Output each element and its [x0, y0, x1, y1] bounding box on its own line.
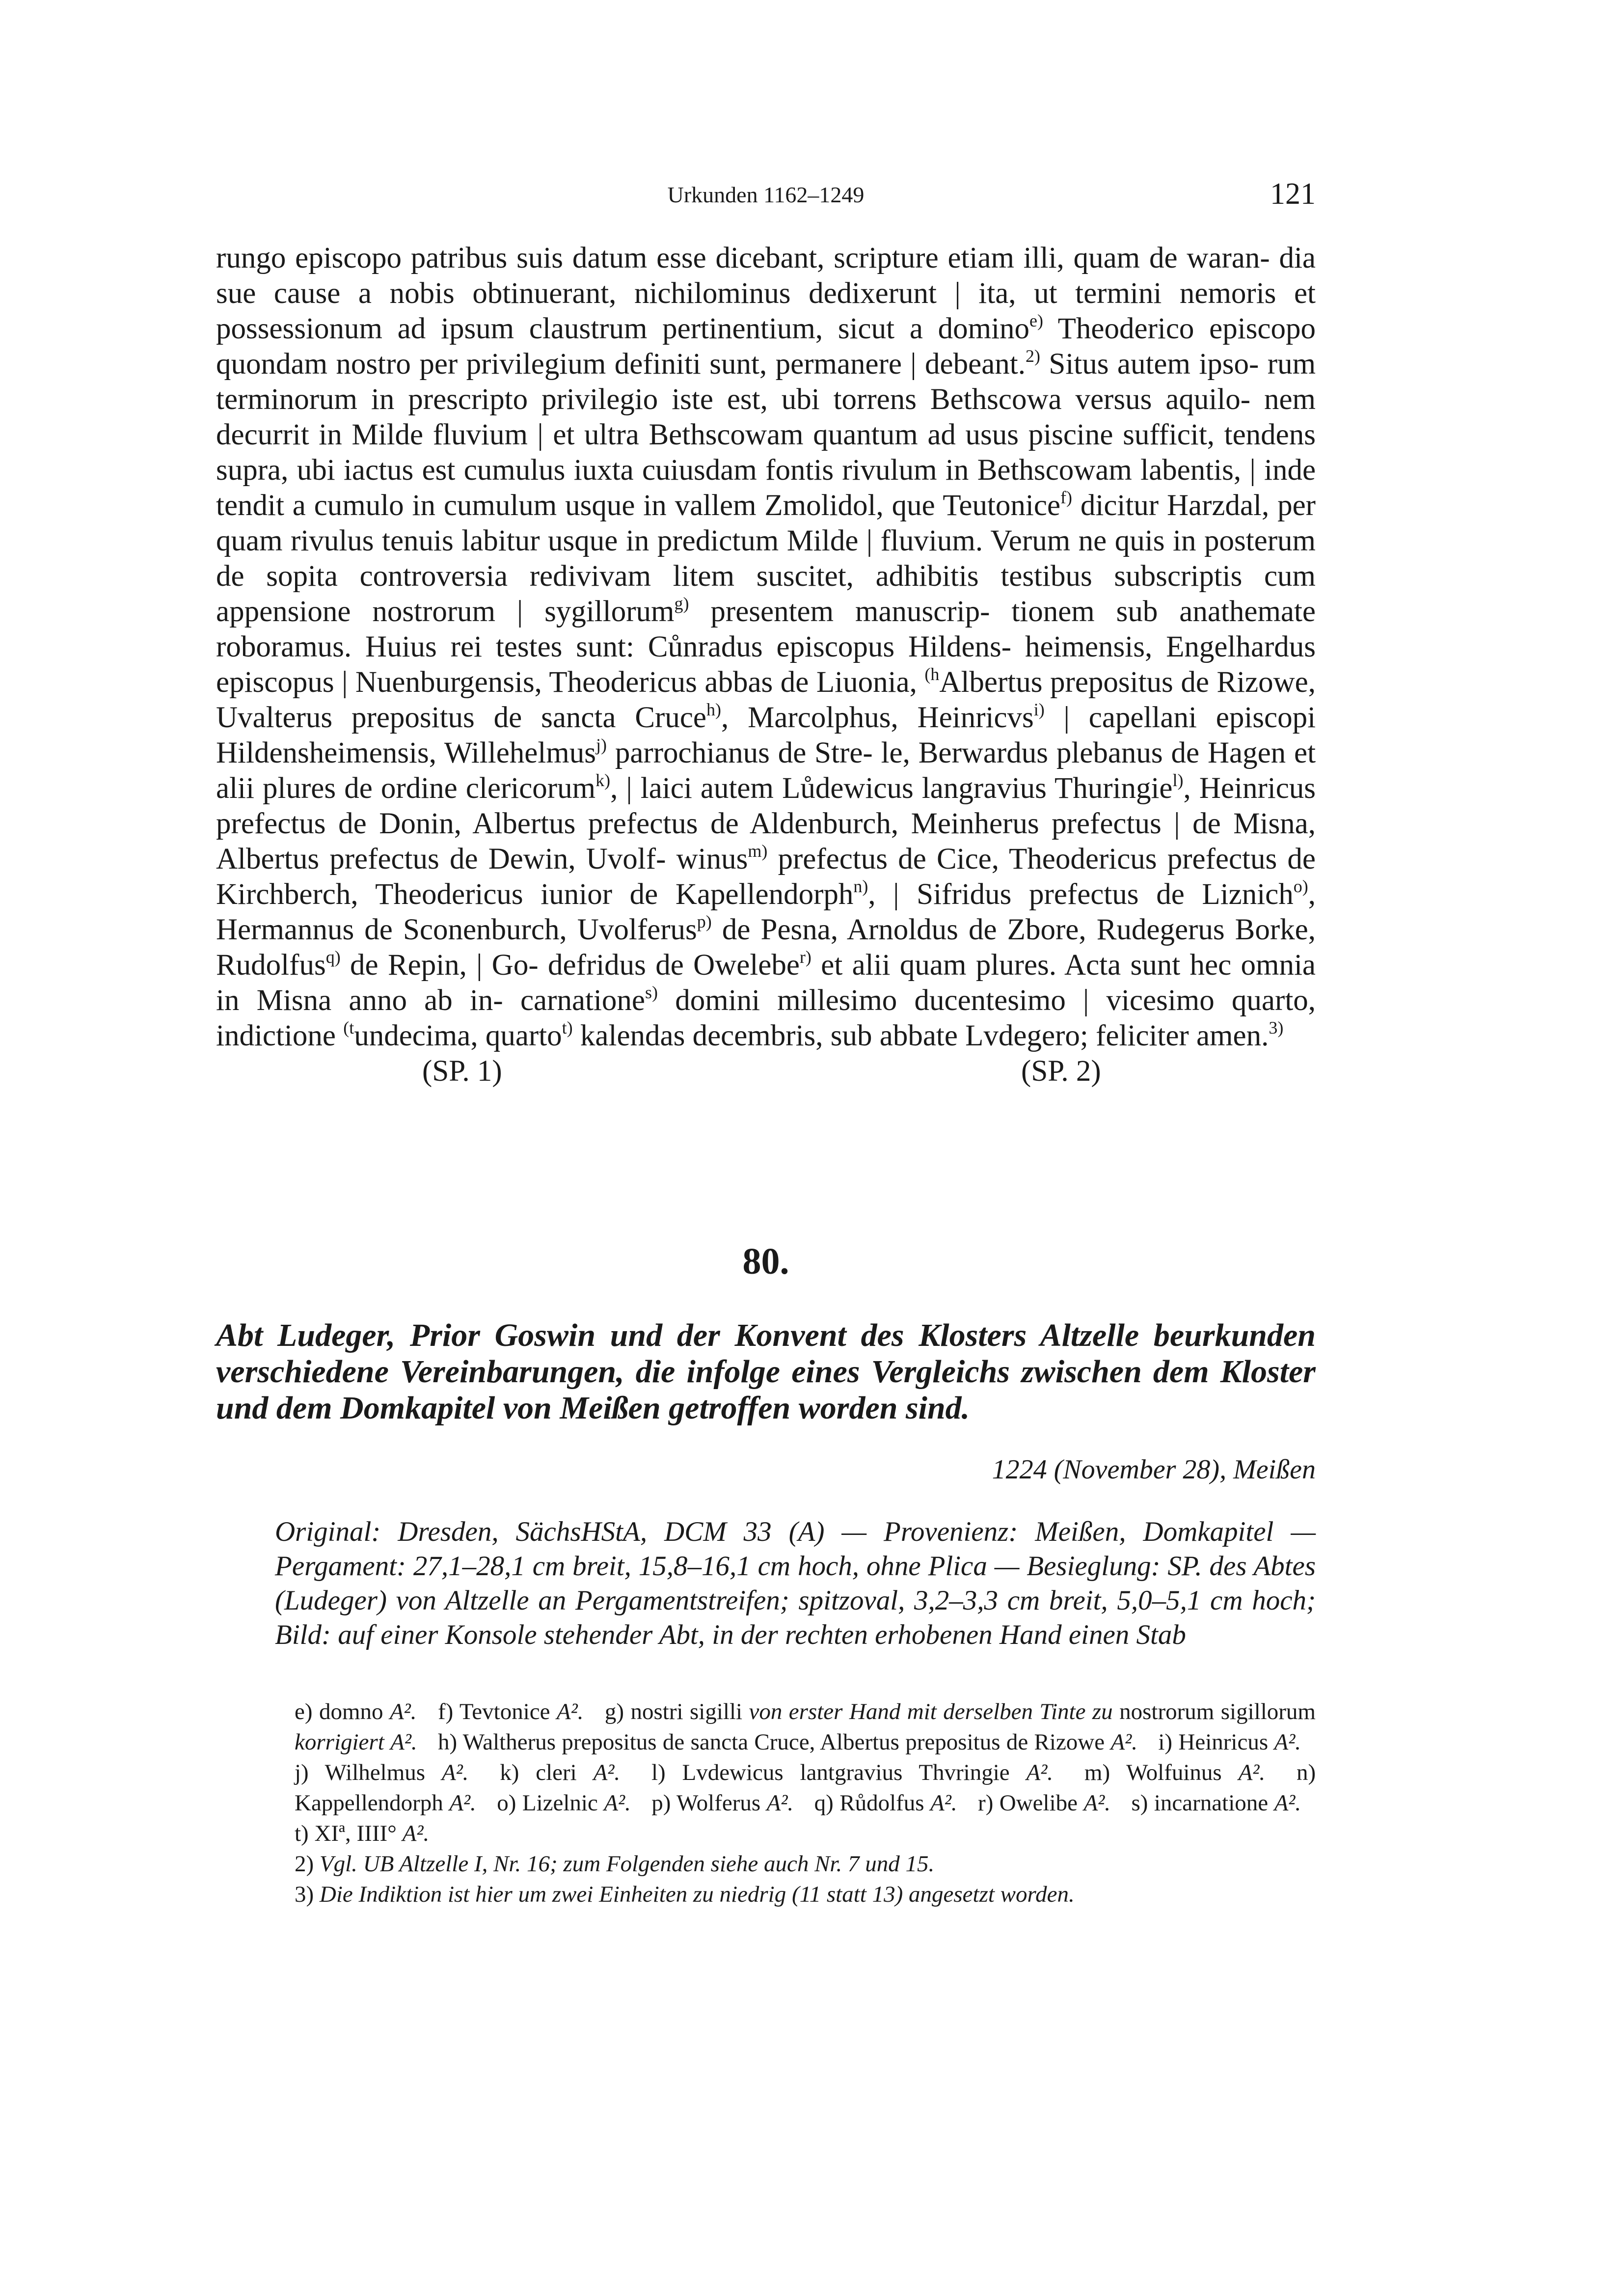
commentary-note-2: 2) Vgl. UB Altzelle I, Nr. 16; zum Folgenden siehe auch Nr. 7 und 15.: [295, 1851, 935, 1877]
footnote-r: r) Owelibe A².: [978, 1790, 1111, 1816]
document-title: Abt Ludeger, Prior Goswin und der Konvent des Klosters Altzelle beurkunden verschiedene Vereinbarungen, die infolge eines Vergleichs zwischen dem Kloster und dem Domkapitel von Meißen getroffen worden sind.: [216, 1317, 1316, 1426]
footnote-marker: i): [1033, 700, 1045, 719]
footnote-h: h) Waltherus prepositus de sancta Cruce, Albertus prepositus de Rizowe A².: [438, 1729, 1138, 1755]
charter-paragraph: rungo episcopo patribus suis datum esse dicebant, scripture etiam illi, quam de waran- dia sue cause a nobis obtinuerant, nichilominus dedixerunt | ita, ut termini nemoris et possessionum ad ipsum claustrum pertinentium, sicut a domino$^{e)}$ Theoderico episcopo quondam nostro per privilegium definiti sunt, permanere | debeant.$^{2)}$ Situs autem ipso- rum terminorum in prescripto privilegio iste est, ubi torrens Bethscowa versus aquilo- nem decurrit in Milde fluvium | et ultra Bethscowam quantum ad usus piscine sufficit, tendens supra, ubi iactus est cumulus iuxta cuiusdam fontis rivulum in Bethscowam labentis, | inde tendit a cumulo in cumulum usque in vallem Zmolidol, que Teutonice$^{f)}$ dicitur Harzdal, per quam rivulus tenuis labitur usque in predictum Milde | fluvium. Verum ne quis in posterum de sopita controversia redivivam litem suscitet, adhibitis testibus subscriptis cum appensione nostrorum | sygillorum$^{g)}$ presentem manuscrip- tionem sub anathemate roboramus. Huius rei testes sunt: Cůnradus episcopus Hildens- heimensis, Engelhardus episcopus | Nuenburgensis, Theodericus abbas de Liuonia, $^{(h}$Albertus prepositus de Rizowe, Uvalterus prepositus de sancta Cruce$^{h)}$, Marcolphus, Heinricvs$^{i)}$ | capellani episcopi Hildensheimensis, Willehelmus$^{j)}$ parrochianus de Stre- le, Berwardus plebanus de Hagen et alii plures de ordine clericorum$^{k)}$, | laici autem Lůdewicus langravius Thuringie$^{l)}$, Heinricus prefectus de Donin, Albertus prefectus de Aldenburch, Meinherus prefectus | de Misna, Albertus prefectus de Dewin, Uvolf- winus$^{m)}$ prefectus de Cice, Theodericus prefectus de Kirchberch, Theodericus iunior de Kapellendorph$^{n)}$, | Sifridus prefectus de Liznich$^{o)}$, Hermannus de Sconenburch, Uvolferus$^{p)}$ de Pesna, Arnoldus de Zbore, Rudegerus Borke, Rudolfus$^{q)}$ de Repin, | Go- defridus de Owelebe$^{r)}$ et alii quam plures. Acta sunt hec omnia in Misna anno ab in- carnatione$^{s)}$ domini millesimo ducentesimo | vicesimo quarto, indictione $^{(t}$undecima, quarto$^{t)}$ kalendas decembris, sub abbate Lvdegero; feliciter amen.$^{3)}$: [216, 242, 1316, 1052]
commentary-note-3: 3) Die Indiktion ist hier um zwei Einheiten zu niedrig (11 statt 13) angesetzt worden.: [295, 1882, 1075, 1907]
document-date-place: 1224 (November 28), Meißen: [992, 1454, 1316, 1485]
running-head: [216, 177, 1316, 216]
footnotes: [216, 1696, 1316, 1910]
footnote-marker: 3): [1269, 1018, 1284, 1038]
footnote-marker: n): [853, 876, 868, 896]
footnote-marker: k): [595, 770, 611, 790]
text-critical-notes: [295, 1696, 1316, 1849]
footnote-f: f) Tevtonice A².: [437, 1699, 584, 1724]
page-number: 121: [1270, 177, 1316, 211]
footnote-marker: f): [1060, 488, 1073, 507]
footnote-p: p) Wolferus A².: [651, 1790, 794, 1816]
footnote-marker: m): [748, 841, 768, 861]
seal-2: (SP. 2): [1021, 1055, 1101, 1088]
footnote-marker: j): [596, 735, 607, 755]
footnote-t: t) XIª, IIII° A².: [295, 1821, 430, 1846]
footnote-s: s) incarnatione A².: [1131, 1790, 1301, 1816]
footnote-i: i) Heinricus A².: [1158, 1729, 1301, 1755]
footnote-marker: g): [674, 594, 689, 613]
running-title: Urkunden 1162–1249: [667, 182, 865, 207]
footnote-q: q) Růdolfus A².: [814, 1790, 957, 1816]
footnote-marker: s): [645, 983, 658, 1002]
footnote-j: j) Wilhelmus A².: [295, 1760, 469, 1785]
footnote-l: l) Lvdewicus lantgravius Thvringie A².: [651, 1760, 1054, 1785]
seal-1: (SP. 1): [422, 1055, 502, 1088]
document-description: Original: Dresden, SächsHStA, DCM 33 (A) — Provenienz: Meißen, Domkapitel — Pergament: 27,1–28,1 cm breit, 15,8–16,1 cm hoch, ohne Plica — Besieglung: SP. des Abtes (Ludeger) von Altzelle an Pergamentstreifen; spitzoval, 3,2–3,3 cm breit, 5,0–5,1 cm hoch; Bild: auf einer Konsole stehender Abt, in der rechten erhobenen Hand einen Stab: [275, 1516, 1316, 1650]
seal-row: [216, 1054, 1316, 1093]
footnote-g: g) nostri sigilli von erster Hand mit derselben Tinte zu nostrorum sigillorum korrigiert A².: [295, 1699, 1316, 1755]
footnote-marker: o): [1293, 876, 1308, 896]
document-number: 80.: [742, 1241, 789, 1282]
footnote-marker: (h: [924, 664, 940, 684]
footnote-n: n) Kappellendorph A².: [295, 1760, 1316, 1816]
footnote-marker: 2): [1025, 346, 1040, 366]
footnote-marker: l): [1172, 770, 1184, 790]
footnote-k: k) cleri A².: [500, 1760, 621, 1785]
footnote-marker: t): [562, 1018, 573, 1038]
footnote-marker: p): [697, 912, 712, 931]
footnote-e: e) domno A².: [295, 1699, 417, 1724]
footnote-marker: h): [706, 700, 721, 719]
footnote-marker: e): [1029, 311, 1044, 330]
footnote-o: o) Lizelnic A².: [497, 1790, 631, 1816]
charter-text: [216, 241, 1316, 1054]
footnote-marker: q): [325, 947, 341, 967]
page: [216, 177, 1316, 1910]
footnote-marker: (t: [343, 1018, 354, 1038]
footnote-m: m) Wolfuinus A².: [1084, 1760, 1266, 1785]
footnote-marker: r): [799, 947, 811, 967]
